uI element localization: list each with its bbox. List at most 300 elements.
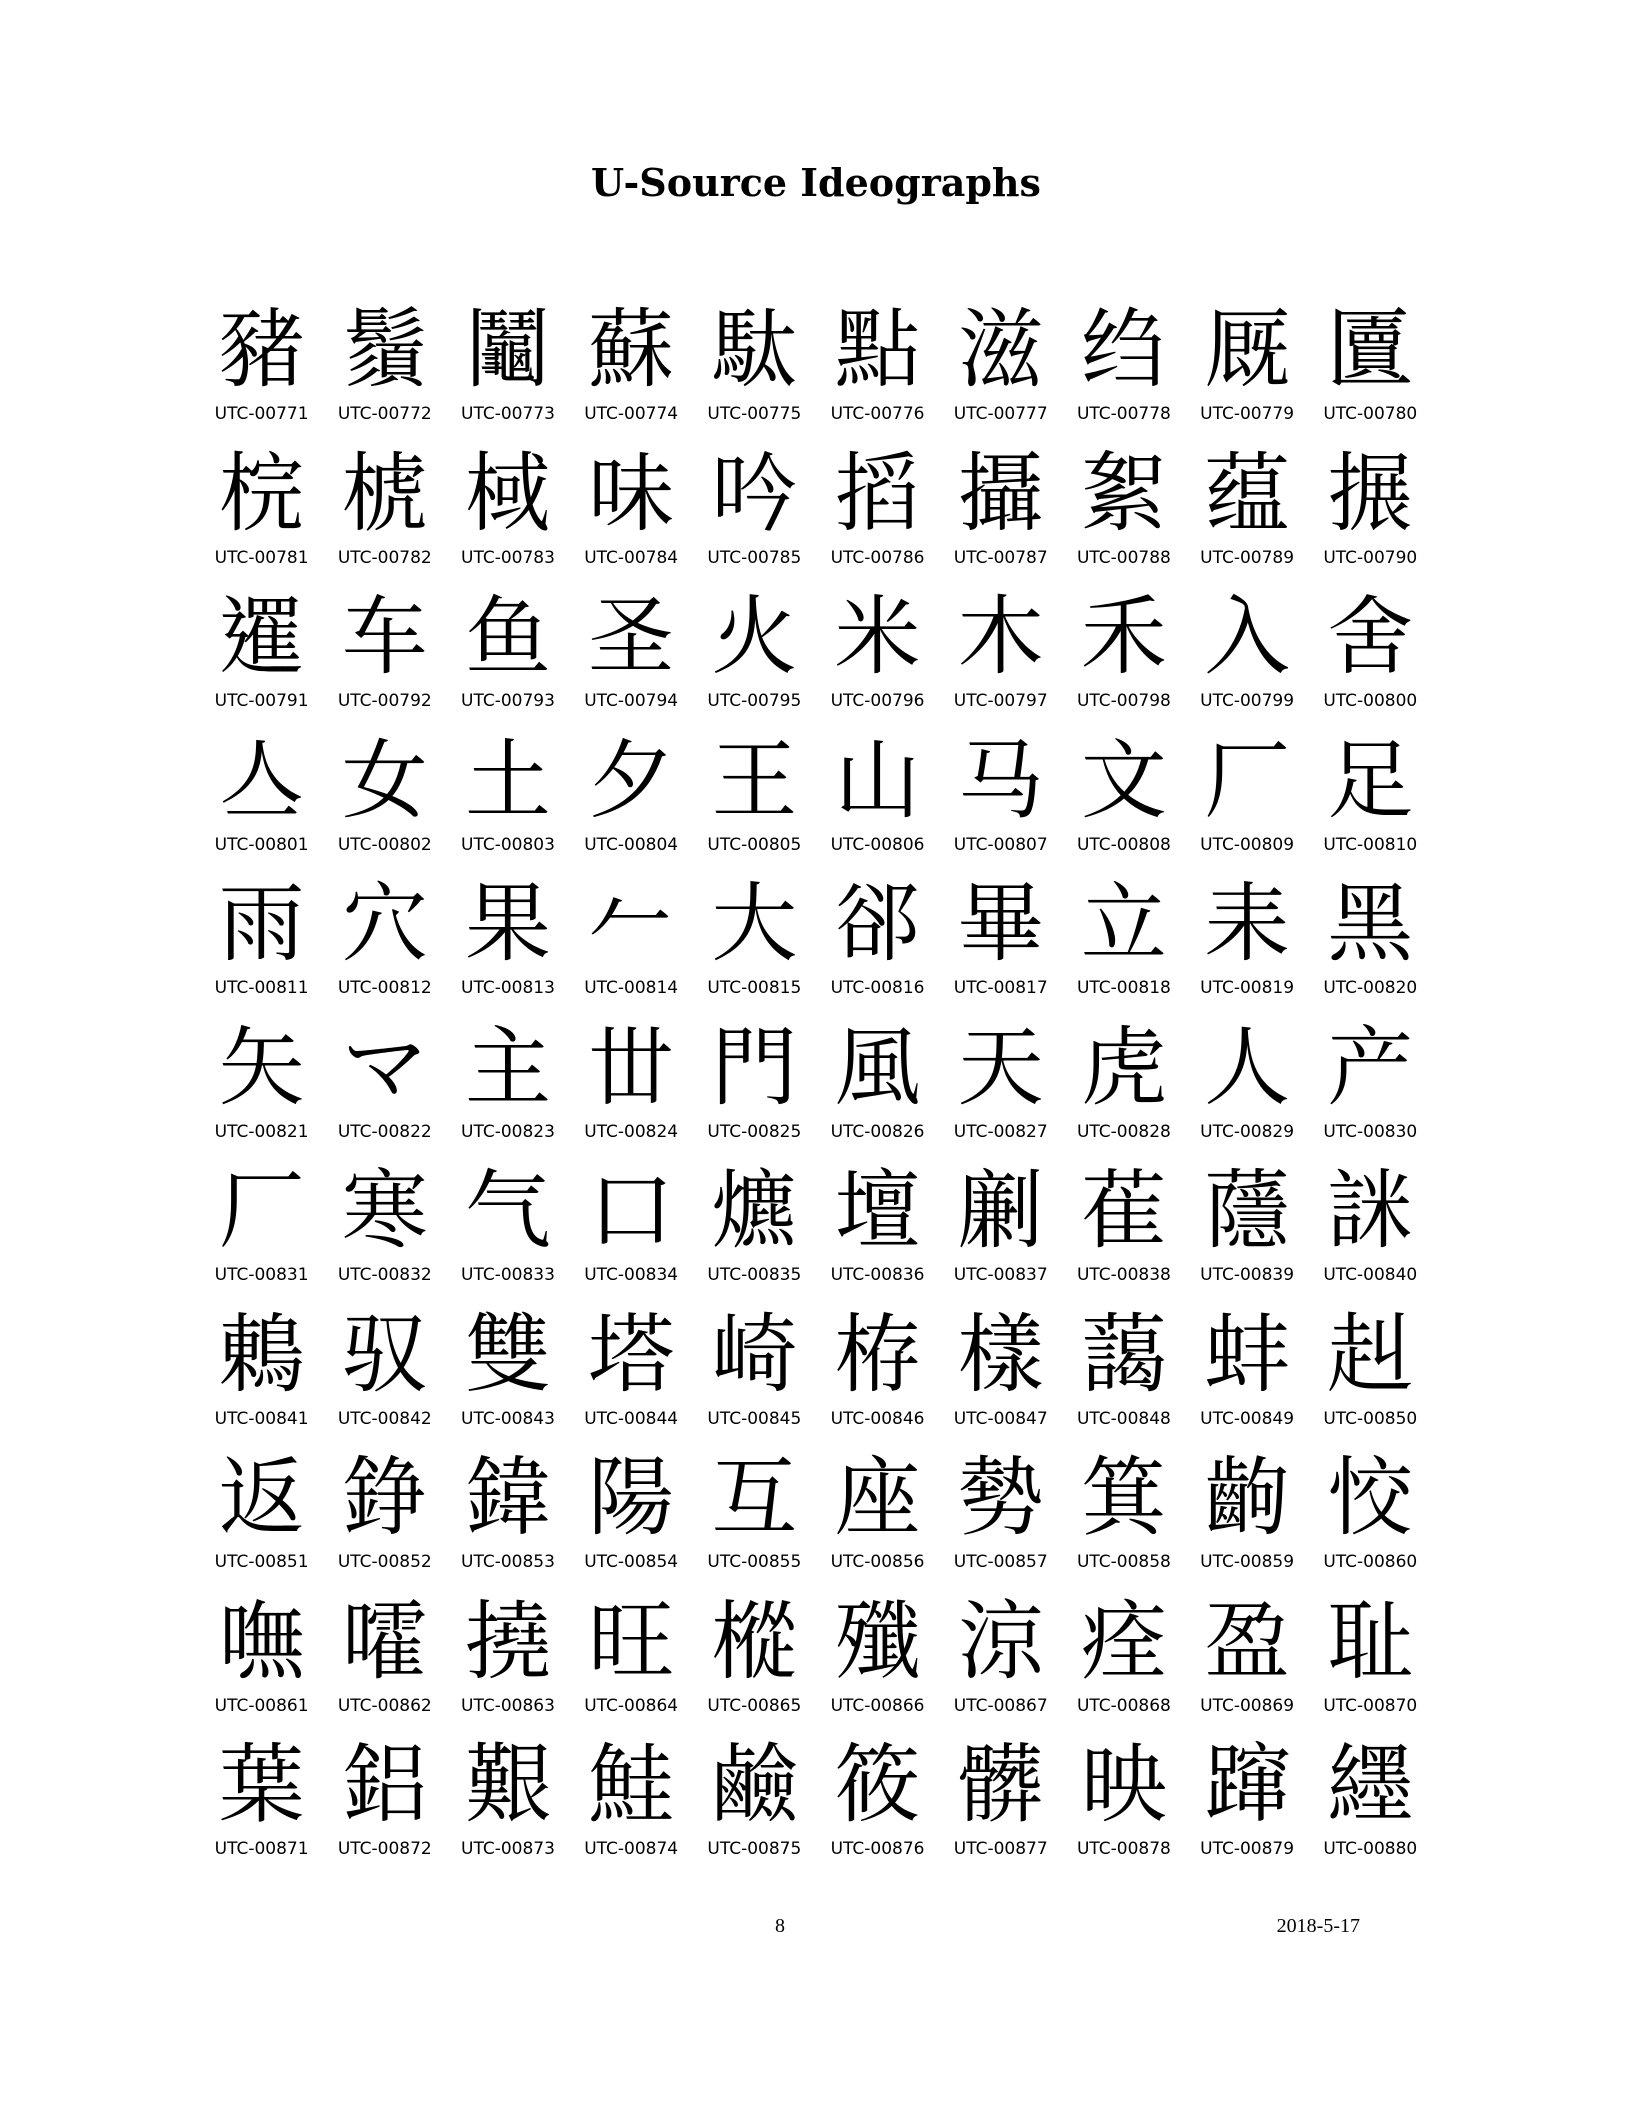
ideograph-glyph: 爊 [711,1161,798,1261]
ideograph-glyph: 雨 [218,874,305,974]
ideograph-cell [323,874,446,1018]
ideograph-glyph: 寒 [341,1161,428,1261]
ideograph-glyph: 劆 [957,1161,1044,1261]
ideograph-glyph: 马 [957,730,1044,831]
ideograph-code: UTC-00832 [337,1265,432,1285]
ideograph-cell [693,1161,816,1305]
ideograph-code: UTC-00848 [1076,1408,1171,1429]
ideograph-cell [446,1305,569,1449]
ideograph-cell [1309,444,1432,588]
ideograph-code: UTC-00777 [953,404,1048,424]
ideograph-code: UTC-00809 [1200,834,1295,855]
ideograph-glyph: 入 [1204,587,1291,687]
ideograph-glyph: 鋁 [341,1735,428,1835]
ideograph-code: UTC-00828 [1076,1121,1171,1142]
ideograph-glyph: 味 [588,443,675,544]
ideograph-cell [1186,1448,1309,1592]
ideograph-glyph: 山 [834,730,921,831]
ideograph-cell [816,874,939,1018]
ideograph-cell [816,1735,939,1879]
ideograph-cell [570,587,693,731]
ideograph-glyph: 蘇 [588,300,675,400]
ideograph-cell [1309,1448,1432,1592]
ideograph-glyph: 果 [464,874,551,974]
ideograph-cell [693,1018,816,1162]
ideograph-code: UTC-00781 [214,547,309,568]
ideograph-glyph: 厂 [1204,730,1291,831]
ideograph-glyph: 門 [711,1017,798,1118]
ideograph-cell [816,300,939,444]
ideograph-cell [693,1305,816,1449]
ideograph-code: UTC-00784 [584,547,679,568]
ideograph-cell [1062,300,1185,444]
ideograph-glyph: 葉 [218,1735,305,1835]
ideograph-glyph: 驭 [341,1304,428,1405]
ideograph-cell [570,1448,693,1592]
ideograph-glyph: 塔 [588,1304,675,1405]
ideograph-cell [200,1305,323,1449]
ideograph-code: UTC-00795 [707,691,802,711]
ideograph-glyph: 夕 [588,730,675,831]
ideograph-code: UTC-00785 [707,547,802,568]
ideograph-code: UTC-00868 [1076,1695,1171,1716]
ideograph-glyph: 火 [711,587,798,687]
ideograph-cell [939,1592,1062,1736]
ideograph-glyph: 𨗴 [218,587,305,687]
ideograph-code: UTC-00871 [214,1839,309,1859]
ideograph-cell [1186,1161,1309,1305]
ideograph-glyph: 殲 [834,1591,921,1692]
ideograph-glyph: 豬 [218,300,305,400]
ideograph-glyph: 藹 [1080,1304,1167,1405]
ideograph-code: UTC-00852 [337,1552,432,1572]
ideograph-glyph: 撓 [464,1591,551,1692]
ideograph-cell [816,587,939,731]
ideograph-code: UTC-00796 [830,691,925,711]
ideograph-cell [1062,1735,1185,1879]
ideograph-cell [200,1161,323,1305]
ideograph-glyph: 匵 [1327,300,1414,400]
ideograph-code: UTC-00821 [214,1121,309,1142]
ideograph-glyph: 立 [1080,874,1167,974]
ideograph-code: UTC-00877 [953,1839,1048,1859]
ideograph-cell [446,1735,569,1879]
ideograph-glyph: 鹼 [711,1735,798,1835]
ideograph-glyph: 车 [341,587,428,687]
ideograph-cell [1062,1305,1185,1449]
ideograph-code: UTC-00863 [461,1695,555,1716]
ideograph-cell [446,587,569,731]
ideograph-glyph: 𠂉 [588,874,675,974]
ideograph-cell [446,1018,569,1162]
ideograph-cell [1186,1592,1309,1736]
ideograph-glyph: 米 [834,587,921,687]
ideograph-code: UTC-00814 [584,978,679,998]
ideograph-cell [1186,1735,1309,1879]
ideograph-code: UTC-00778 [1076,404,1171,424]
ideograph-code: UTC-00823 [461,1121,555,1142]
ideograph-glyph: 萑 [1080,1161,1167,1261]
ideograph-cell [1062,1448,1185,1592]
ideograph-code: UTC-00874 [584,1839,679,1859]
ideograph-glyph: 錚 [341,1448,428,1548]
ideograph-glyph: 箕 [1080,1448,1167,1548]
ideograph-code: UTC-00825 [707,1121,802,1142]
ideograph-cell [693,731,816,875]
ideograph-code: UTC-00808 [1076,834,1171,855]
ideograph-code: UTC-00835 [707,1265,802,1285]
ideograph-cell [200,874,323,1018]
ideograph-cell [446,1161,569,1305]
ideograph-cell [1309,1735,1432,1879]
ideograph-cell [323,731,446,875]
ideograph-glyph: 嚯 [341,1591,428,1692]
ideograph-code: UTC-00876 [830,1839,925,1859]
ideograph-cell [446,300,569,444]
ideograph-code: UTC-00855 [707,1552,802,1572]
ideograph-glyph: 口 [588,1161,675,1261]
ideograph-cell [323,1592,446,1736]
ideograph-glyph: 髒 [957,1735,1044,1835]
ideograph-cell [1309,300,1432,444]
ideograph-code: UTC-00773 [461,404,555,424]
ideograph-cell [816,1305,939,1449]
ideograph-glyph: 梡 [218,443,305,544]
ideograph-code: UTC-00866 [830,1695,925,1716]
ideograph-glyph: 鍏 [464,1448,551,1548]
ideograph-cell [1062,1018,1185,1162]
ideograph-glyph: 厩 [1204,300,1291,400]
ideograph-cell [939,874,1062,1018]
ideograph-cell [446,731,569,875]
ideograph-code: UTC-00839 [1200,1265,1295,1285]
ideograph-code: UTC-00800 [1323,691,1418,711]
ideograph-glyph: 耻 [1327,1591,1414,1692]
ideograph-code: UTC-00793 [461,691,555,711]
ideograph-cell [570,1161,693,1305]
ideograph-cell [200,1018,323,1162]
ideograph-cell [1309,1592,1432,1736]
ideograph-glyph: 勢 [957,1448,1044,1548]
ideograph-glyph: 互 [711,1448,798,1548]
ideograph-cell [200,1592,323,1736]
ideograph-glyph: 天 [957,1017,1044,1118]
ideograph-code: UTC-00851 [214,1552,309,1572]
ideograph-cell [816,444,939,588]
ideograph-glyph: 圣 [588,587,675,687]
ideograph-code: UTC-00844 [584,1408,679,1429]
ideograph-cell [570,300,693,444]
ideograph-cell [200,300,323,444]
ideograph-glyph: 土 [464,730,551,831]
ideograph-glyph: 攝 [957,443,1044,544]
ideograph-code: UTC-00840 [1323,1265,1418,1285]
ideograph-glyph: 鱼 [464,587,551,687]
ideograph-glyph: 足 [1327,730,1414,831]
ideograph-cell [939,731,1062,875]
ideograph-cell [1062,874,1185,1018]
ideograph-code: UTC-00838 [1076,1265,1171,1285]
ideograph-glyph: 鬚 [341,300,428,400]
ideograph-code: UTC-00794 [584,691,679,711]
ideograph-glyph: 王 [711,730,798,831]
ideograph-cell [570,731,693,875]
ideograph-glyph: 筱 [834,1735,921,1835]
ideograph-cell [570,1735,693,1879]
ideograph-code: UTC-00879 [1200,1839,1295,1859]
ideograph-code: UTC-00802 [337,834,432,855]
ideograph-glyph: 絮 [1080,443,1167,544]
ideograph-cell [1309,874,1432,1018]
ideograph-cell [1186,587,1309,731]
ideograph-glyph: 大 [711,874,798,974]
ideograph-code: UTC-00812 [337,978,432,998]
ideograph-code: UTC-00850 [1323,1408,1418,1429]
ideograph-glyph: 虎 [1080,1017,1167,1118]
ideograph-cell [1309,1018,1432,1162]
ideograph-glyph: 映 [1080,1735,1167,1835]
ideograph-cell [323,1448,446,1592]
ideograph-cell [200,1448,323,1592]
ideograph-cell [323,1018,446,1162]
ideograph-glyph: 嘸 [218,1591,305,1692]
ideograph-cell [816,731,939,875]
ideograph-glyph: 产 [1327,1017,1414,1118]
ideograph-glyph: 陽 [588,1448,675,1548]
ideograph-glyph: 旺 [588,1591,675,1692]
ideograph-code: UTC-00867 [953,1695,1048,1716]
ideograph-code: UTC-00860 [1323,1552,1418,1572]
ideograph-glyph: 崎 [711,1304,798,1405]
ideograph-code: UTC-00858 [1076,1552,1171,1572]
ideograph-cell [323,1161,446,1305]
ideograph-code: UTC-00862 [337,1695,432,1716]
ideograph-glyph: 郤 [834,874,921,974]
ideograph-cell [323,444,446,588]
ideograph-cell [1186,1018,1309,1162]
ideograph-code: UTC-00799 [1200,691,1295,711]
ideograph-cell [1186,1305,1309,1449]
ideograph-glyph: 樅 [711,1591,798,1692]
ideograph-grid [200,300,1432,1879]
ideograph-cell [446,1448,569,1592]
ideograph-code: UTC-00824 [584,1121,679,1142]
page-date: 2018-5-17 [1276,1915,1360,1937]
ideograph-code: UTC-00878 [1076,1839,1171,1859]
ideograph-cell [200,1735,323,1879]
ideograph-cell [693,444,816,588]
ideograph-code: UTC-00836 [830,1265,925,1285]
ideograph-code: UTC-00822 [337,1121,432,1142]
ideograph-code: UTC-00816 [830,978,925,998]
ideograph-glyph: 壇 [834,1161,921,1261]
ideograph-glyph: 點 [834,300,921,400]
ideograph-code: UTC-00869 [1200,1695,1295,1716]
ideograph-cell [1062,1161,1185,1305]
ideograph-code: UTC-00842 [337,1408,432,1429]
ideograph-cell [939,300,1062,444]
ideograph-code: UTC-00791 [214,691,309,711]
ideograph-glyph: 主 [464,1017,551,1118]
ideograph-code: UTC-00775 [707,404,802,424]
ideograph-cell [200,444,323,588]
ideograph-code: UTC-00811 [214,978,309,998]
ideograph-code: UTC-00780 [1323,404,1418,424]
ideograph-code: UTC-00847 [953,1408,1048,1429]
ideograph-cell [1309,587,1432,731]
ideograph-code: UTC-00779 [1200,404,1295,424]
ideograph-code: UTC-00827 [953,1121,1048,1142]
ideograph-cell [446,444,569,588]
ideograph-cell [323,1735,446,1879]
ideograph-code: UTC-00815 [707,978,802,998]
ideograph-code: UTC-00813 [461,978,555,998]
ideograph-glyph: 蘟 [1204,1161,1291,1261]
ideograph-code: UTC-00803 [461,834,555,855]
ideograph-glyph: 舍 [1327,587,1414,687]
ideograph-cell [446,874,569,1018]
ideograph-cell [323,300,446,444]
ideograph-cell [939,1448,1062,1592]
ideograph-glyph: 丗 [588,1017,675,1118]
ideograph-glyph: 女 [341,730,428,831]
ideograph-glyph: 黑 [1327,874,1414,974]
ideograph-cell [570,444,693,588]
ideograph-cell [939,1305,1062,1449]
ideograph-glyph: 滋 [957,300,1044,400]
ideograph-glyph: 風 [834,1017,921,1118]
ideograph-code: UTC-00845 [707,1408,802,1429]
ideograph-cell [939,1735,1062,1879]
ideograph-glyph: 厂 [218,1161,305,1261]
ideograph-code: UTC-00843 [461,1408,555,1429]
ideograph-cell [570,1592,693,1736]
ideograph-code: UTC-00875 [707,1839,802,1859]
ideograph-cell [1186,444,1309,588]
ideograph-glyph: 搯 [834,443,921,544]
ideograph-cell [939,587,1062,731]
ideograph-cell [693,587,816,731]
ideograph-code: UTC-00846 [830,1408,925,1429]
ideograph-cell [693,1448,816,1592]
ideograph-cell [1062,731,1185,875]
ideograph-glyph: 文 [1080,730,1167,831]
ideograph-glyph: 駄 [711,300,798,400]
ideograph-code: UTC-00786 [830,547,925,568]
ideograph-glyph: 蕴 [1204,443,1291,544]
ideograph-glyph: 盈 [1204,1591,1291,1692]
ideograph-code: UTC-00805 [707,834,802,855]
ideograph-code: UTC-00834 [584,1265,679,1285]
ideograph-code: UTC-00776 [830,404,925,424]
ideograph-code: UTC-00849 [1200,1408,1295,1429]
ideograph-cell [323,1305,446,1449]
ideograph-cell [1309,731,1432,875]
ideograph-code: UTC-00854 [584,1552,679,1572]
ideograph-glyph: 鬮 [464,300,551,400]
ideograph-glyph: 亼 [218,730,305,831]
ideograph-cell [1062,587,1185,731]
ideograph-cell [939,1018,1062,1162]
ideograph-code: UTC-00880 [1323,1839,1418,1859]
ideograph-glyph: 恔 [1327,1448,1414,1548]
ideograph-glyph: 蚌 [1204,1304,1291,1405]
ideograph-code: UTC-00870 [1323,1695,1418,1716]
ideograph-cell [693,300,816,444]
ideograph-code: UTC-00818 [1076,978,1171,998]
ideograph-cell [1186,874,1309,1018]
ideograph-cell [446,1592,569,1736]
ideograph-glyph: 雙 [464,1304,551,1405]
ideograph-cell [693,1592,816,1736]
ideograph-cell [1309,1161,1432,1305]
ideograph-cell [939,1161,1062,1305]
ideograph-glyph: 蹿 [1204,1735,1291,1835]
ideograph-glyph: 詸 [1327,1161,1414,1261]
ideograph-cell [939,444,1062,588]
ideograph-cell [693,1735,816,1879]
page-number: 8 [775,1915,785,1937]
ideograph-cell [816,1592,939,1736]
ideograph-glyph: 椃 [341,443,428,544]
ideograph-code: UTC-00856 [830,1552,925,1572]
ideograph-glyph: 人 [1204,1017,1291,1118]
ideograph-glyph: 返 [218,1448,305,1548]
ideograph-cell [816,1161,939,1305]
ideograph-cell [200,587,323,731]
ideograph-code: UTC-00817 [953,978,1048,998]
ideograph-cell [570,1018,693,1162]
ideograph-cell [570,874,693,1018]
ideograph-cell [693,874,816,1018]
ideograph-code: UTC-00807 [953,834,1048,855]
ideograph-glyph: 艱 [464,1735,551,1835]
ideograph-glyph: 樣 [957,1304,1044,1405]
ideograph-glyph: 齣 [1204,1448,1291,1548]
ideograph-code: UTC-00789 [1200,547,1295,568]
ideograph-code: UTC-00798 [1076,691,1171,711]
ideograph-glyph: 鮭 [588,1735,675,1835]
ideograph-code: UTC-00804 [584,834,679,855]
ideograph-code: UTC-00864 [584,1695,679,1716]
ideograph-glyph: 纆 [1327,1735,1414,1835]
ideograph-cell [570,1305,693,1449]
ideograph-code: UTC-00787 [953,547,1048,568]
ideograph-glyph: 气 [464,1161,551,1261]
ideograph-code: UTC-00806 [830,834,925,855]
ideograph-code: UTC-00861 [214,1695,309,1716]
ideograph-glyph: 禾 [1080,587,1167,687]
ideograph-code: UTC-00820 [1323,978,1418,998]
ideograph-cell [816,1018,939,1162]
ideograph-glyph: 痊 [1080,1591,1167,1692]
ideograph-cell [1309,1305,1432,1449]
ideograph-glyph: 木 [957,587,1044,687]
ideograph-code: UTC-00831 [214,1265,309,1285]
ideograph-code: UTC-00829 [1200,1121,1295,1142]
ideograph-glyph: 搌 [1327,443,1414,544]
ideograph-glyph: 鶇 [218,1304,305,1405]
ideograph-code: UTC-00833 [461,1265,555,1285]
ideograph-cell [816,1448,939,1592]
ideograph-cell [200,731,323,875]
ideograph-code: UTC-00857 [953,1552,1048,1572]
ideograph-code: UTC-00774 [584,404,679,424]
ideograph-code: UTC-00865 [707,1695,802,1716]
ideograph-code: UTC-00873 [461,1839,555,1859]
ideograph-code: UTC-00772 [337,404,432,424]
ideograph-code: UTC-00826 [830,1121,925,1142]
